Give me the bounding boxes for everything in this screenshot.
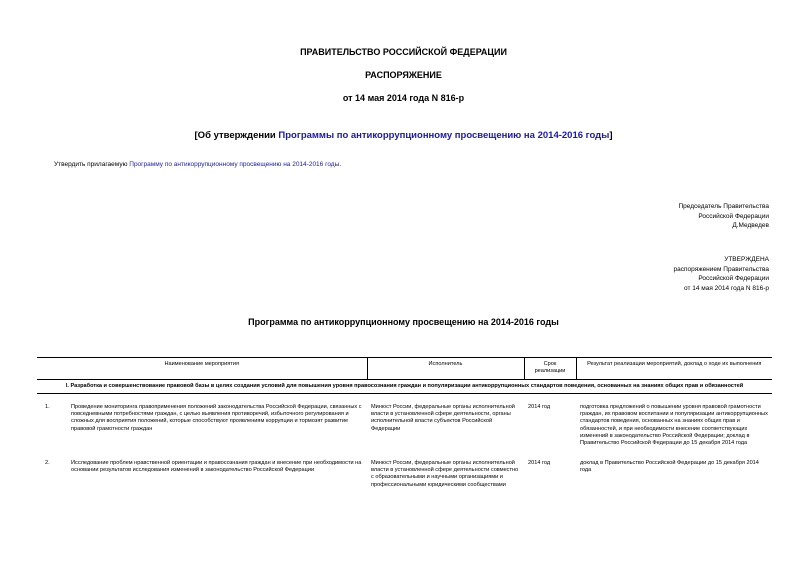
signature-block	[678, 202, 769, 231]
signature-country: Российской Федерации	[698, 212, 769, 220]
subject-close-bracket: ]	[609, 130, 613, 141]
row-deadline: 2014 год	[528, 459, 551, 466]
row-name-cell	[37, 451, 367, 492]
approval-date: от 14 мая 2014 года N 816-р	[683, 284, 769, 292]
signature-name: Д.Медведев	[732, 222, 769, 230]
approval-by: распоряжением Правительства	[673, 265, 769, 273]
document-subject	[0, 130, 807, 141]
table-row	[37, 393, 772, 450]
row-deadline: 2014 год	[528, 403, 551, 410]
header-executor: Исполнитель	[367, 358, 524, 380]
body-program-link[interactable]: Программу по антикоррупционному просвещению на 2014-2016 годы	[129, 161, 340, 168]
row-executor: Минюст России, федеральные органы исполнительной власти в установленной сфере деятельности совместно с образовательными и научными организациями и профессиональными юридическими сообществами	[371, 459, 519, 488]
header-deadline: Срок реализации	[524, 358, 576, 380]
row-number: 1.	[45, 403, 50, 410]
section-row	[37, 379, 772, 393]
row-executor: Минюст России, федеральные органы исполнительной власти в установленной сфере деятельности, органы исполнительной власти субъектов Российской Федерации	[371, 403, 515, 432]
document-type: РАСПОРЯЖЕНИЕ	[365, 70, 442, 80]
approval-block	[674, 255, 769, 293]
approval-sentence	[54, 161, 341, 168]
approval-country: Российской Федерации	[698, 275, 769, 283]
header-name: Наименование мероприятия	[37, 358, 367, 380]
row-name: Исследование проблем нравственной ориентации и правосознания граждан и внесение при необходимости на основании результатов исследования изменений в законодательство Российской Федерации	[71, 459, 362, 473]
header-result: Результат реализации мероприятий, доклад о ходе их выполнения	[576, 358, 772, 380]
table-header-row	[37, 358, 772, 380]
row-result: подготовка предложений о повышении уровня правовой грамотности граждан, их правовом воспитании и популяризации антикоррупционных стандартов поведения, основанных на знаниях общих прав и обязанностей, и при необходимости внесение соответствующих изменений в законодательство Российской Федерации; доклад в Правительство Российской Федерации до 15 декабря 2014 года	[580, 403, 768, 447]
document-date: от 14 мая 2014 года N 816-р	[342, 93, 465, 103]
subject-program-link[interactable]: Программы по антикоррупционному просвещению на 2014-2016 годы	[278, 130, 610, 141]
approval-status: УТВЕРЖДЕНА	[724, 256, 769, 263]
row-name: Проведение мониторинга правоприменения положений законодательства Российской Федерации, связанных с повседневными потребностями граждан, с целью выявления противоречий, избыточного регулирования и сложных для восприятия положений, которые способствуют проявлениям коррупции и тормозят развитие правовой грамотности граждан	[71, 403, 362, 432]
table-row	[37, 451, 772, 492]
row-name-cell	[37, 393, 367, 450]
signature-title: Председатель Правительства	[678, 203, 769, 210]
subject-open-bracket: [Об утверждении	[194, 130, 279, 141]
government-name: ПРАВИТЕЛЬСТВО РОССИЙСКОЙ ФЕДЕРАЦИИ	[300, 47, 507, 57]
body-prefix: Утвердить прилагаемую	[54, 161, 130, 168]
program-title: Программа по антикоррупционному просвещению на 2014-2016 годы	[248, 317, 559, 327]
body-suffix: .	[339, 161, 342, 168]
row-number: 2.	[45, 459, 50, 466]
section-title: I. Разработка и совершенствование правовой базы в целях создания условий для повышения уровня правосознания граждан и популяризации антикоррупционных стандартов поведения, основанных на знаниях общих прав и обязанностей	[37, 379, 772, 393]
program-table	[37, 357, 772, 492]
row-result: доклад в Правительство Российской Федерации до 15 декабря 2014 года	[580, 459, 759, 473]
